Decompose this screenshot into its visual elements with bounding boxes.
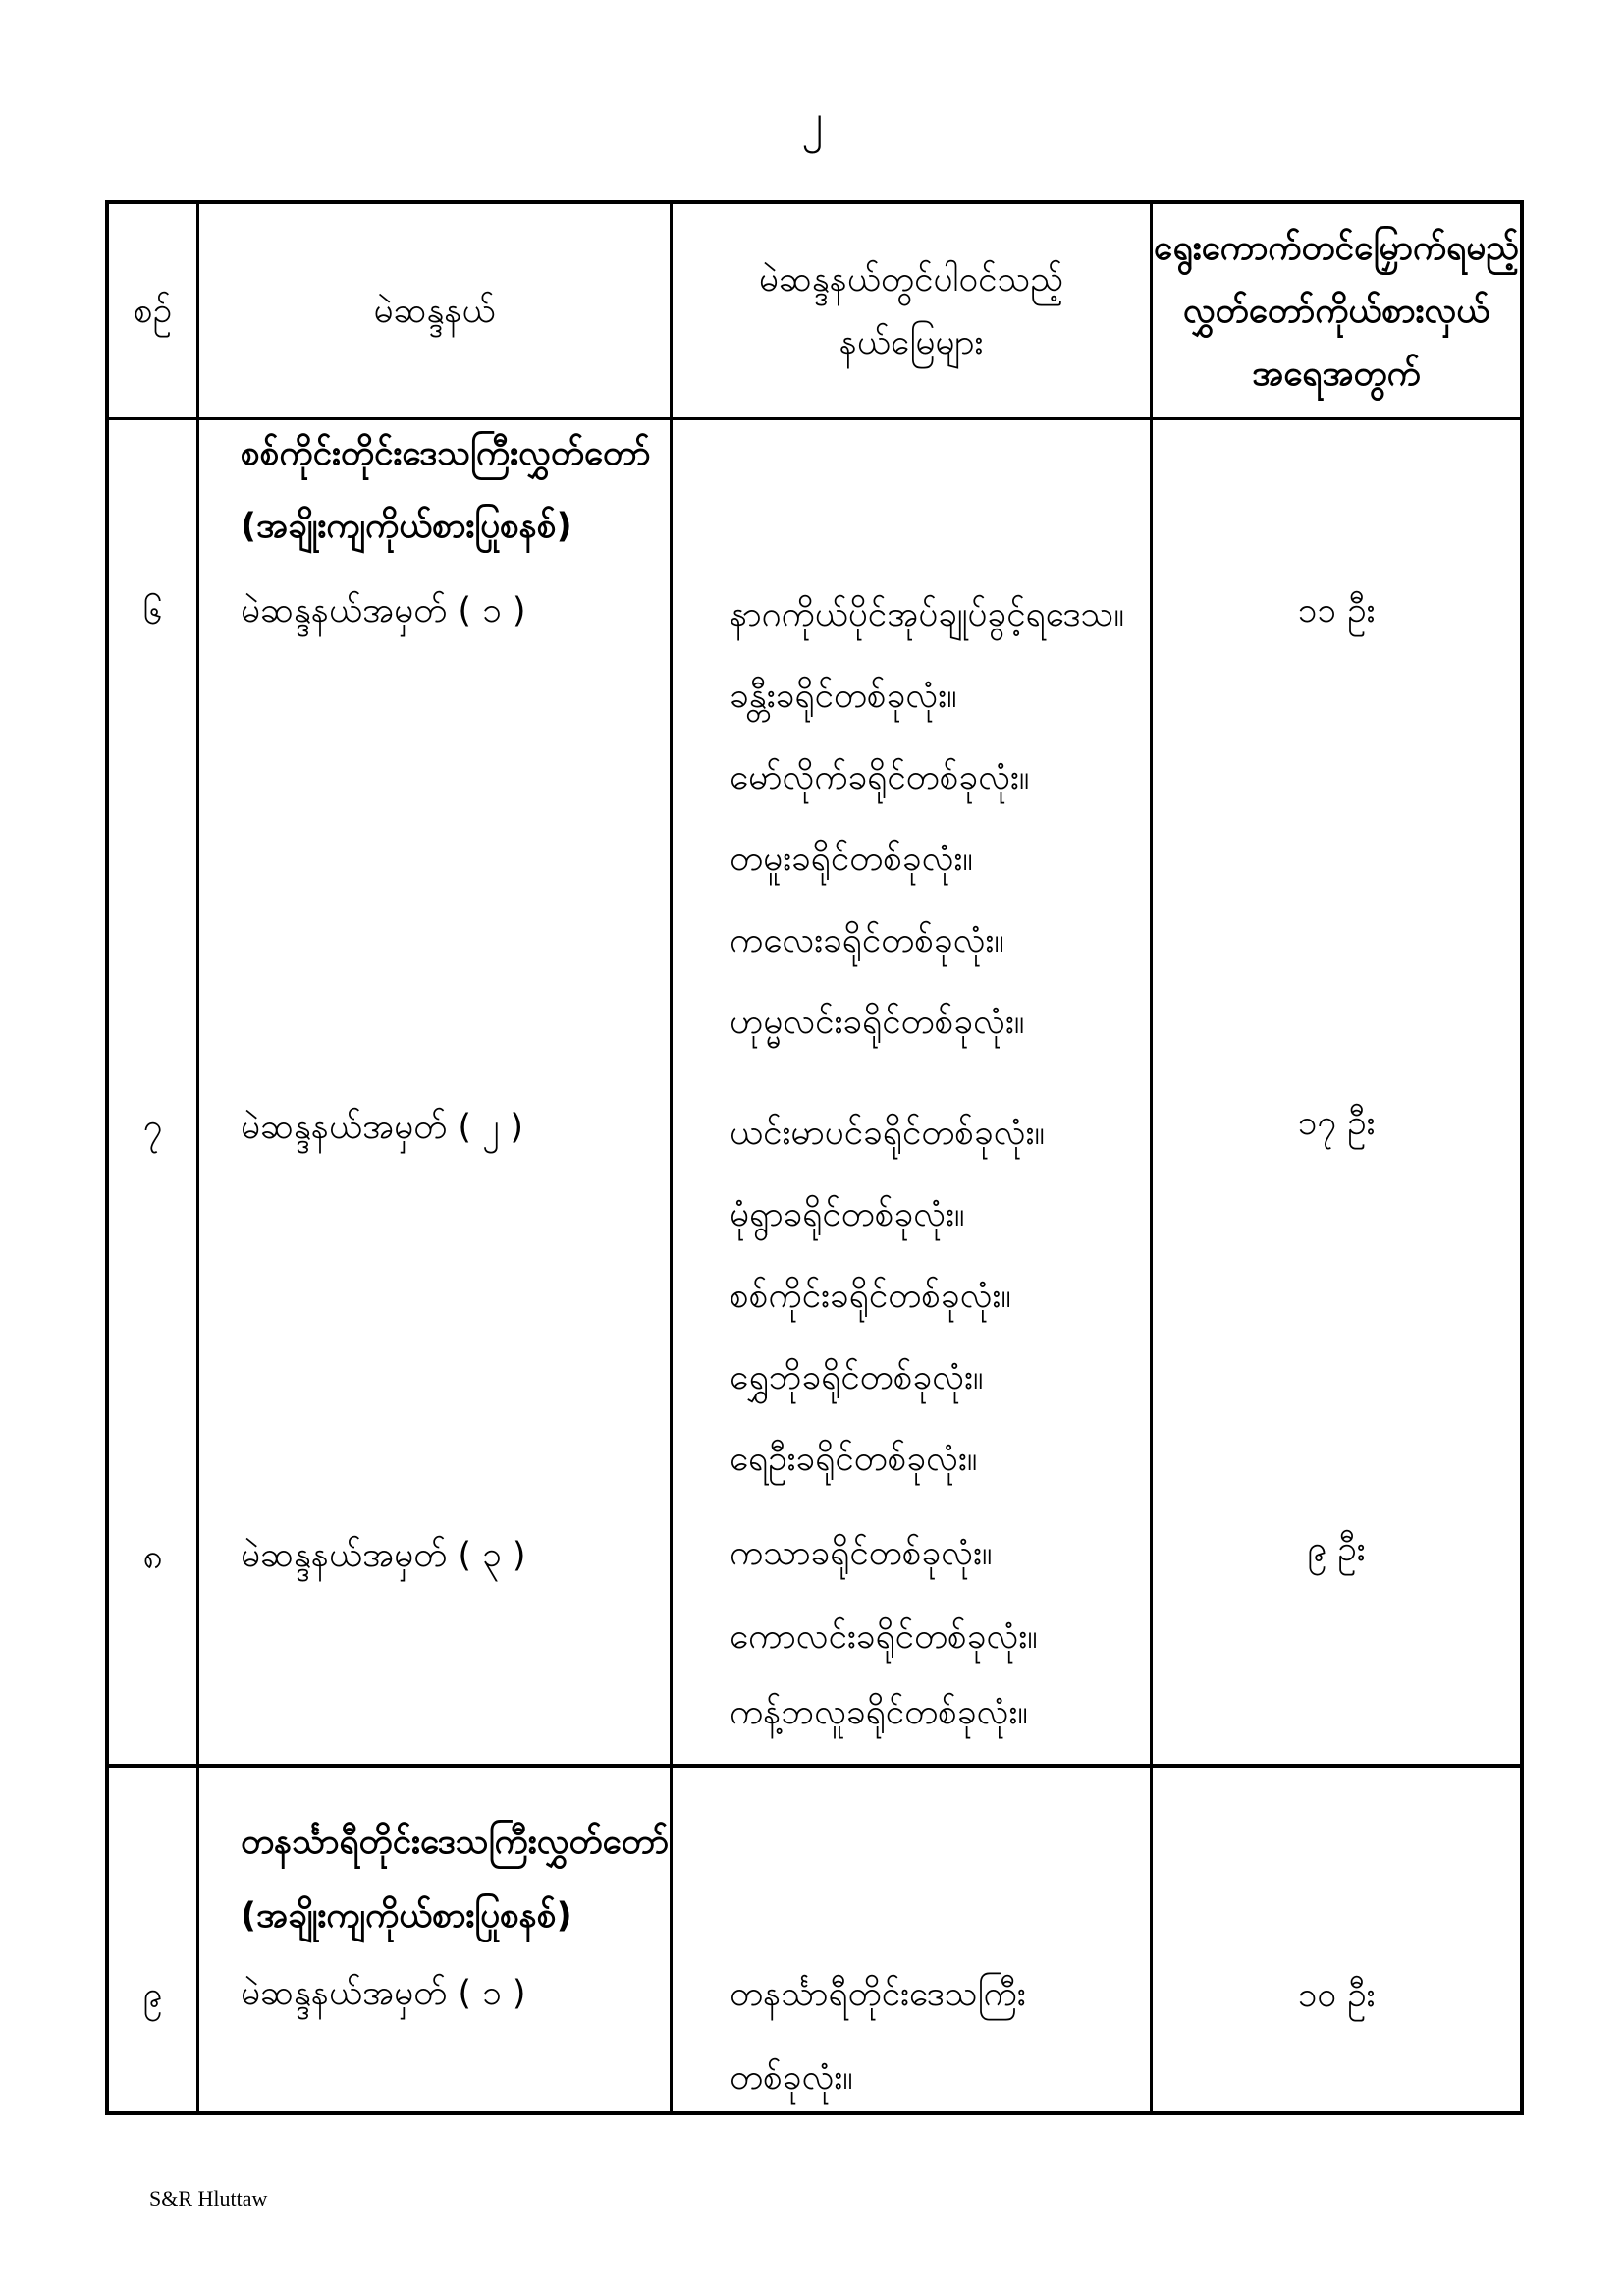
- section-sagaing-region: [109, 420, 1520, 1768]
- area-item: မုံရွာခရိုင်တစ်ခုလုံး။: [730, 1195, 965, 1234]
- section1-col-areas: [673, 420, 1153, 1764]
- table-header-row: [109, 204, 1520, 420]
- area-item: ခန္တီးခရိုင်တစ်ခုလုံး။: [730, 677, 957, 716]
- section-subtitle: (အချိုးကျကိုယ်စားပြုစနစ်): [241, 507, 572, 546]
- reps-count: ၁၀ ဦး: [1297, 1976, 1376, 2015]
- area-item: ရေဦးခရိုင်တစ်ခုလုံး။: [730, 1440, 978, 1479]
- header-reps-line2: လွှတ်တော်ကိုယ်စားလှယ်: [1182, 291, 1490, 331]
- section2-col-reps: [1153, 1768, 1520, 2114]
- area-item: မော်လိုက်ခရိုင်တစ်ခုလုံး။: [730, 758, 1030, 797]
- area-item: စစ်ကိုင်းခရိုင်တစ်ခုလုံး။: [730, 1277, 1011, 1316]
- section-title: တနင်္သာရီတိုင်းဒေသကြီးလွှတ်တော်: [241, 1823, 669, 1862]
- row-no: ၈: [142, 1538, 163, 1577]
- section-tanintharyi-region: [109, 1768, 1520, 2114]
- constituency-label: မဲဆန္ဒနယ်အမှတ် ( ၂ ): [241, 1108, 524, 1147]
- header-no-label: စဉ်: [133, 291, 173, 331]
- header-reps-line1: ရွေးကောက်တင်မြှောက်ရမည့်: [1153, 228, 1520, 268]
- area-item: နာဂကိုယ်ပိုင်အုပ်ချုပ်ခွင့်ရဒေသ။: [730, 595, 1124, 634]
- area-item: တမူးခရိုင်တစ်ခုလုံး။: [730, 840, 973, 879]
- area-item: ကသာခရိုင်တစ်ခုလုံး။: [730, 1534, 993, 1573]
- header-areas-line2: နယ်မြေများ: [839, 322, 984, 362]
- area-item: ဟုမ္မလင်းခရိုင်တစ်ခုလုံး။: [730, 1003, 1025, 1042]
- area-item: ကန့်ဘလူခရိုင်တစ်ခုလုံး။: [730, 1693, 1028, 1732]
- page-number: ၂: [801, 95, 823, 145]
- header-areas-line1: မဲဆန္ဒနယ်တွင်ပါဝင်သည့်: [758, 259, 1064, 300]
- row-no: ၉: [142, 1976, 163, 2015]
- header-no: [109, 204, 199, 417]
- area-item: ကလေးခရိုင်တစ်ခုလုံး။: [730, 921, 1004, 960]
- area-item: တနင်္သာရီတိုင်းဒေသကြီး: [730, 1975, 1026, 2014]
- section1-col-no: [109, 420, 199, 1764]
- constituency-label: မဲဆန္ဒနယ်အမှတ် ( ၃ ): [241, 1536, 526, 1575]
- section1-col-constituency: [199, 420, 673, 1764]
- reps-count: ၁၁ ဦး: [1297, 591, 1376, 630]
- section-title: စစ်ကိုင်းတိုင်းဒေသကြီးလွှတ်တော်: [241, 434, 651, 473]
- section2-col-areas: [673, 1768, 1153, 2114]
- row-no: ၇: [142, 1108, 163, 1147]
- area-item: ရွှေဘိုခရိုင်တစ်ခုလုံး။: [730, 1358, 984, 1397]
- reps-count: ၁၇ ဦး: [1297, 1104, 1376, 1143]
- section-subtitle: (အချိုးကျကိုယ်စားပြုစနစ်): [241, 1896, 572, 1936]
- area-item: ယင်းမာပင်ခရိုင်တစ်ခုလုံး။: [730, 1114, 1045, 1153]
- area-item: တစ်ခုလုံး။: [730, 2058, 853, 2098]
- header-representatives: [1153, 204, 1520, 417]
- area-item: ကောလင်းခရိုင်တစ်ခုလုံး။: [730, 1617, 1038, 1657]
- header-constituency-label: မဲဆန္ဒနယ်: [373, 291, 496, 331]
- section2-col-constituency: [199, 1768, 673, 2114]
- section2-col-no: [109, 1768, 199, 2114]
- section1-col-reps: [1153, 420, 1520, 1764]
- row-no: ၆: [142, 593, 163, 632]
- header-areas: [673, 204, 1153, 417]
- constituency-label: မဲဆန္ဒနယ်အမှတ် ( ၁ ): [241, 1974, 526, 2013]
- footer-watermark: S&R Hluttaw: [149, 2186, 268, 2211]
- reps-count: ၉ ဦး: [1307, 1530, 1366, 1569]
- constituency-label: မဲဆန္ဒနယ်အမှတ် ( ၁ ): [241, 591, 526, 630]
- constituency-table: [105, 200, 1524, 2115]
- header-reps-line3: အရေအတွက်: [1252, 354, 1421, 394]
- header-constituency: [199, 204, 673, 417]
